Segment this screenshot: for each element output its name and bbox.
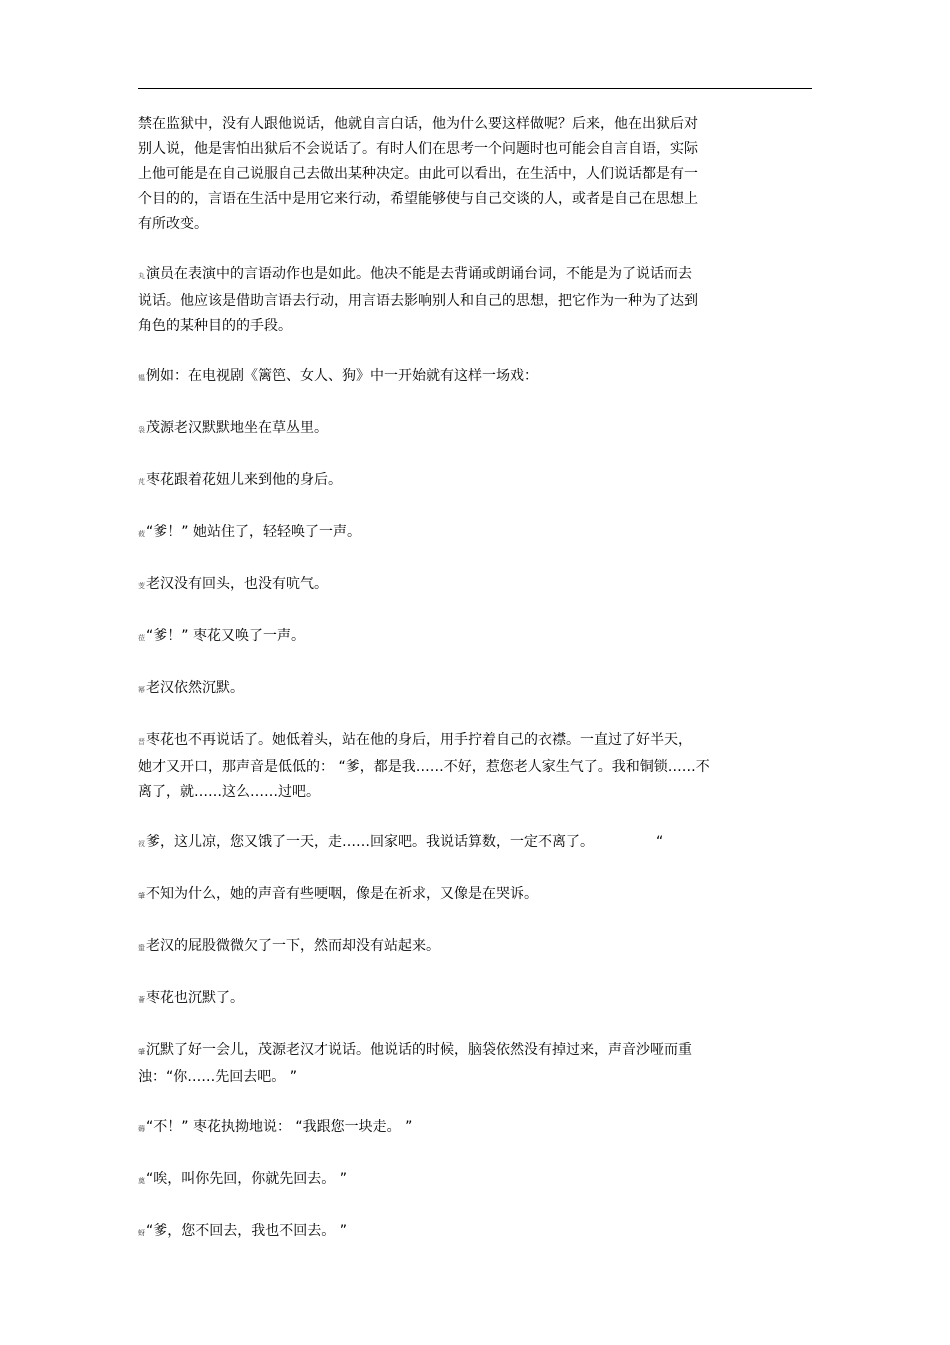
- paragraph-gap: [138, 443, 778, 468]
- paragraph-line: [138, 314, 778, 339]
- paragraph-text: “唉，叫你先回，你就先回去。 ”: [146, 1171, 347, 1187]
- paragraph-line: [138, 1167, 778, 1194]
- paragraph-text: 沉默了好一会儿，茂源老汉才说话。他说话的时候，脑袋依然没有掉过来，声音沙哑而重: [146, 1042, 692, 1058]
- paragraph-marker: 幂: [138, 686, 145, 694]
- paragraph-line: [138, 262, 778, 289]
- paragraph-text: 有所改变。: [138, 216, 208, 232]
- paragraph-line: [138, 1219, 778, 1246]
- paragraph-marker: 螀: [138, 944, 145, 952]
- paragraph-marker: 晋: [138, 738, 145, 746]
- paragraph-line: [138, 162, 778, 187]
- paragraph-line: [138, 572, 778, 599]
- paragraph-marker: 蚜: [138, 1229, 145, 1237]
- paragraph-gap: [138, 651, 778, 676]
- paragraph-gap: [138, 1013, 778, 1038]
- paragraph-text: 老汉依然沉默。: [146, 680, 244, 696]
- paragraph-gap: [138, 599, 778, 624]
- paragraph-text: 不知为什么，她的声音有些哽咽，像是在祈求，又像是在哭诉。: [146, 886, 538, 902]
- paragraph-text: 演员在表演中的言语动作也是如此。他决不能是去背诵或朗诵台词，不能是为了说话而去: [146, 266, 692, 282]
- paragraph-line: [138, 882, 778, 909]
- document-body: [138, 112, 778, 1246]
- paragraph-text: 说话。他应该是借助言语去行动，用言语去影响别人和自己的思想，把它作为一种为了达到: [138, 293, 698, 309]
- paragraph-text: “爹，您不回去，我也不回去。 ”: [146, 1223, 347, 1239]
- paragraph-marker: 芰: [138, 582, 145, 590]
- paragraph-text: 浊：“你……先回去吧。 ”: [138, 1069, 297, 1085]
- paragraph-marker: 肇: [138, 1048, 145, 1056]
- paragraph-text: 枣花也沉默了。: [146, 990, 244, 1006]
- paragraph-line: [138, 1038, 778, 1065]
- header-rule: [138, 88, 812, 89]
- paragraph-text: 上他可能是在自己说服自己去做出某种决定。由此可以看出，在生活中，人们说话都是有一: [138, 166, 698, 182]
- paragraph-line: [138, 780, 778, 805]
- paragraph-text: 爹，这儿凉，您又饿了一天，走……回家吧。我说话算数，一定不离了。: [146, 834, 594, 850]
- paragraph-marker: 薈: [138, 996, 145, 1004]
- paragraph-marker: 肇: [138, 892, 145, 900]
- paragraph-text: 老汉没有回头，也没有吭气。: [146, 576, 328, 592]
- paragraph-gap: [138, 961, 778, 986]
- paragraph-line: [138, 934, 778, 961]
- paragraph-text: 茂源老汉默默地坐在草丛里。: [146, 420, 328, 436]
- paragraph-line: [138, 755, 778, 780]
- paragraph-line: [138, 624, 778, 651]
- paragraph-text: “不！” 枣花执拗地说： “我跟您一块走。 ”: [146, 1119, 413, 1135]
- paragraph-line: [138, 137, 778, 162]
- paragraph-text: 枣花跟着花妞儿来到他的身后。: [146, 472, 342, 488]
- paragraph-line: [138, 1065, 778, 1090]
- paragraph-text: 老汉的屁股微微欠了一下，然而却没有站起来。: [146, 938, 440, 954]
- paragraph-text: 枣花也不再说话了。她低着头，站在他的身后，用手拧着自己的衣襟。一直过了好半天，: [146, 732, 692, 748]
- paragraph-marker: 奠: [138, 1177, 145, 1185]
- paragraph-line: [138, 676, 778, 703]
- paragraph-marker: 莅: [138, 634, 145, 642]
- paragraph-text: “爹！” 她站住了，轻轻唤了一声。: [146, 524, 361, 540]
- paragraph-line: [138, 830, 778, 857]
- paragraph-line: [138, 728, 778, 755]
- paragraph-text: 离了，就……这么……过吧。: [138, 784, 320, 800]
- paragraph-line: [138, 112, 778, 137]
- paragraph-marker: 丸: [138, 272, 145, 280]
- paragraph-line: [138, 468, 778, 495]
- paragraph-gap: [138, 495, 778, 520]
- paragraph-gap: [138, 805, 778, 830]
- paragraph-marker: 衩: [138, 840, 145, 848]
- paragraph-marker: 薅: [138, 1125, 145, 1133]
- paragraph-gap: [138, 547, 778, 572]
- paragraph-line: [138, 1115, 778, 1142]
- paragraph-gap: [138, 703, 778, 728]
- paragraph-text: “爹！” 枣花又唤了一声。: [146, 628, 305, 644]
- paragraph-gap: [138, 857, 778, 882]
- paragraph-text: 例如：在电视剧《篱笆、女人、狗》中一开始就有这样一场戏：: [146, 368, 538, 384]
- paragraph-text: 禁在监狱中，没有人跟他说话，他就自言白话，他为什么要这样做呢？后来，他在出狱后对: [138, 116, 698, 132]
- paragraph-text: 个目的的，言语在生活中是用它来行动，希望能够使与自己交谈的人，或者是自己在思想上: [138, 191, 698, 207]
- paragraph-gap: [138, 1194, 778, 1219]
- paragraph-marker: 芃: [138, 478, 145, 486]
- paragraph-line: [138, 520, 778, 547]
- paragraph-gap: [138, 1090, 778, 1115]
- paragraph-marker: 莜: [138, 530, 145, 538]
- paragraph-line: [138, 187, 778, 212]
- paragraph-text: 别人说，他是害怕出狱后不会说话了。有时人们在思考一个问题时也可能会自言自语，实际: [138, 141, 698, 157]
- paragraph-line: [138, 364, 778, 391]
- paragraph-text: 她才又开口，那声音是低低的： “爹，都是我……不好，惹您老人家生气了。我和铜锁……不: [138, 759, 710, 775]
- paragraph-gap: [138, 909, 778, 934]
- paragraph-line: [138, 416, 778, 443]
- paragraph-gap: [138, 391, 778, 416]
- paragraph-gap: [138, 237, 778, 262]
- paragraph-gap: [138, 339, 778, 364]
- paragraph-marker: 袅: [138, 426, 145, 434]
- paragraph-line: [138, 289, 778, 314]
- paragraph-line: [138, 212, 778, 237]
- paragraph-gap: [138, 1142, 778, 1167]
- paragraph-line: [138, 986, 778, 1013]
- paragraph-text: 角色的某种目的的手段。: [138, 318, 292, 334]
- trailing-quote: “: [656, 834, 664, 850]
- paragraph-marker: 韫: [138, 374, 145, 382]
